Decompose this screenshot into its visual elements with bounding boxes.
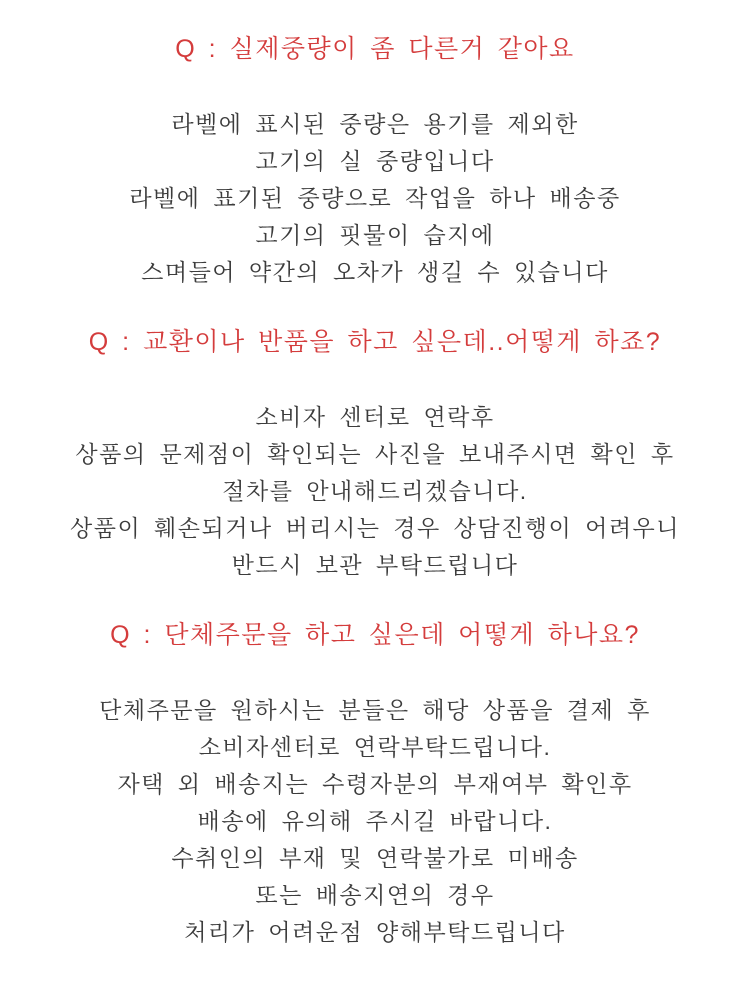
- faq-question: Q : 실제중량이 좀 다른거 같아요: [175, 35, 575, 63]
- answer-line: 단체주문을 원하시는 분들은 해당 상품을 결제 후: [99, 697, 651, 723]
- answer-line: 처리가 어려운점 양해부탁드립니다: [184, 919, 566, 945]
- faq-section-weight: [20, 34, 730, 291]
- faq-question: Q : 교환이나 반품을 하고 싶은데..어떻게 하죠?: [88, 328, 662, 356]
- faq-section-exchange-return: [20, 327, 730, 584]
- answer-line: 스며들어 약간의 오차가 생길 수 있습니다: [141, 259, 609, 285]
- answer-line: 고기의 핏물이 습지에: [255, 222, 495, 248]
- faq-section-group-order: [20, 620, 730, 951]
- answer-line: 또는 배송지연의 경우: [255, 882, 495, 908]
- answer-line: 상품이 훼손되거나 버리시는 경우 상담진행이 어려우니: [70, 515, 680, 541]
- answer-line: 자택 외 배송지는 수령자분의 부재여부 확인후: [117, 771, 633, 797]
- answer-line: 수취인의 부재 및 연락불가로 미배송: [171, 845, 579, 871]
- answer-line: 배송에 유의해 주시길 바랍니다.: [197, 808, 553, 834]
- answer-line: 고기의 실 중량입니다: [255, 148, 495, 174]
- answer-line: 라벨에 표시된 중량은 용기를 제외한: [171, 111, 579, 137]
- answer-line: 소비자 센터로 연락후: [255, 404, 495, 430]
- answer-line: 라벨에 표기된 중량으로 작업을 하나 배송중: [129, 185, 621, 211]
- faq-answer: [20, 692, 730, 951]
- answer-line: 절차를 안내해드리겠습니다.: [222, 478, 528, 504]
- faq-question: Q : 단체주문을 하고 싶은데 어떻게 하나요?: [110, 621, 640, 649]
- faq-answer: [20, 399, 730, 584]
- answer-line: 소비자센터로 연락부탁드립니다.: [198, 734, 552, 760]
- faq-answer: [20, 106, 730, 291]
- answer-line: 반드시 보관 부탁드립니다: [231, 552, 519, 578]
- answer-line: 상품의 문제점이 확인되는 사진을 보내주시면 확인 후: [75, 441, 675, 467]
